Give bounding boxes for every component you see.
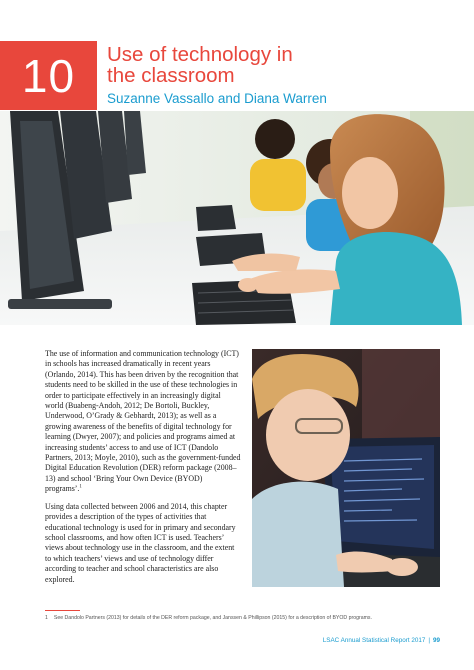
chapter-heading — [107, 44, 467, 106]
page-number: 99 — [432, 637, 440, 644]
chapter-number-box — [0, 41, 97, 110]
body-paragraph-2: Using data collected between 2006 and 2014, this chapter provides a description of the types of activities that educational technology is used for in primary and secondary school classrooms, and how often ICT is used. Teachers’ views about technology use in the classroom, and the extent to which teachers’ views and use of technology differ according to teacher and school characteristics are also explored. — [45, 501, 236, 584]
hero-photo-illustration — [0, 111, 474, 325]
footnote-divider — [45, 610, 80, 611]
chapter-title-line-1: Use of technology in — [107, 43, 293, 66]
footnote-reference[interactable]: 1 — [79, 484, 82, 490]
footnote-number: 1 — [45, 615, 48, 621]
side-photo-boy-at-laptop — [252, 349, 440, 587]
side-photo-illustration — [252, 349, 440, 587]
chapter-title — [107, 44, 467, 86]
body-paragraph-1-text: The use of information and communication technology (ICT) in schools has increased dramatically in recent years (Orlando, 2014). This has been driven by the recognition that students need to be skilled in the use of these technologies in order to participate effectively in an increasingly digital world (Buabeng-Andoh, 2012; De Bortoli, Buckley, Underwood, O’Grady & Gebhardt, 2013); as well as a growing awareness of the benefits of digital technology for learning (Dwyer, 2007); and policies and programs aimed at increasing students’ access to and use of ICT (Dandolo Partners, 2013; Moyle, 2010), such as the government-funded Digital Education Revolution (DER) reform package (2008–13) and school ‘Bring Your Own Device (BYOD) programs’. — [45, 349, 241, 494]
body-text-column — [45, 349, 241, 592]
footnote — [45, 615, 445, 621]
body-paragraph-1 — [45, 349, 241, 495]
footer-report-title: LSAC Annual Statistical Report 2017 — [322, 637, 426, 644]
chapter-title-line-2: the classroom — [107, 64, 235, 87]
hero-photo-children-at-computers — [0, 111, 474, 325]
footer-separator: | — [428, 637, 430, 644]
chapter-authors: Suzanne Vassallo and Diana Warren — [107, 91, 327, 106]
footnote-text: See Dandolo Partners (2013) for details of the DER reform package, and Janssen & Phillipson (2015) for a description of BYOD programs. — [53, 615, 372, 621]
page-footer — [323, 637, 440, 644]
chapter-number: 10 — [21, 49, 76, 102]
